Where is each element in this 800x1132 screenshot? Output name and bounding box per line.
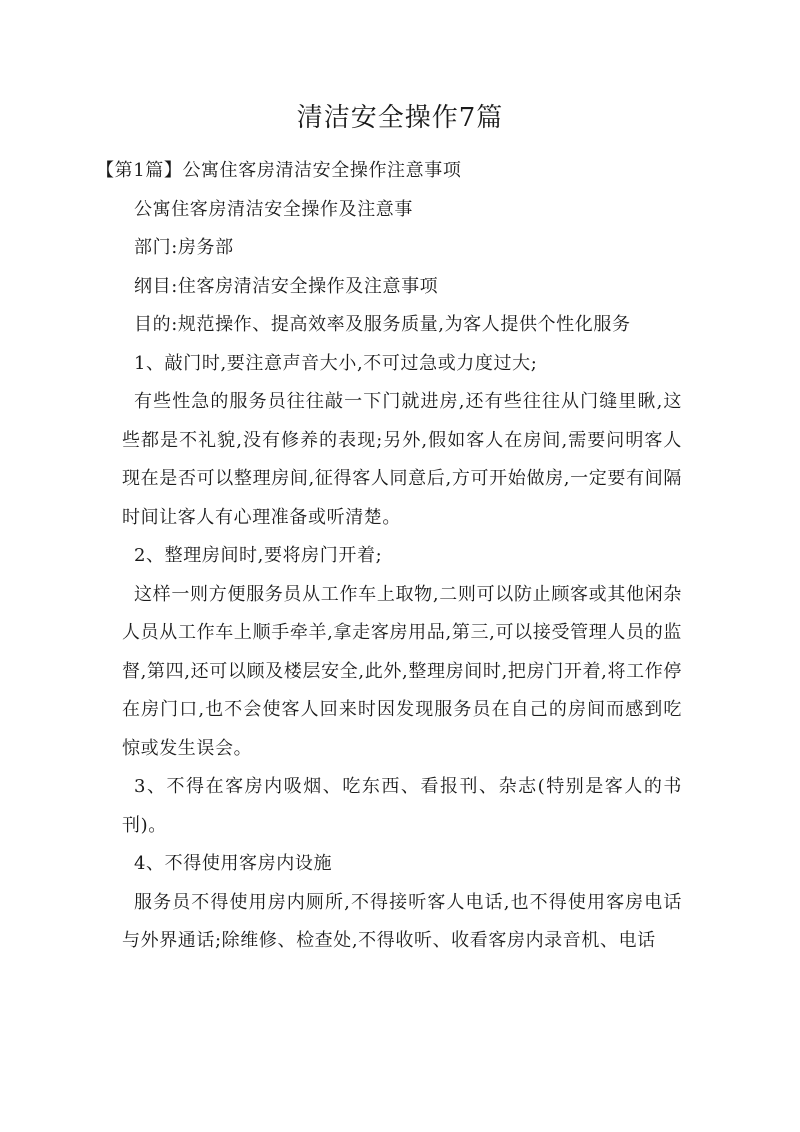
paragraph: 1、敲门时,要注意声音大小,不可过急或力度过大; xyxy=(134,352,538,374)
paragraph: 公寓住客房清洁安全操作及注意事 xyxy=(134,198,413,220)
paragraph: 服务员不得使用房内厕所,不得接听客人电话,也不得使用客房电话与外界通话;除维修、检查处,不得收听、收看客房内录音机、电话 xyxy=(122,891,682,951)
paragraph: 目的:规范操作、提高效率及服务质量,为客人提供个性化服务 xyxy=(134,314,631,335)
paragraph: 有些性急的服务员往往敲一下门就进房,还有些往往从门缝里瞅,这些都是不礼貌,没有修养的表现;另外,假如客人在房间,需要问明客人现在是否可以整理房间,征得客人同意后,方可开始做房,一定要有间隔时间让客人有心理准备或听清楚。 xyxy=(122,391,682,528)
paragraph: 2、整理房间时,要将房门开着; xyxy=(134,545,383,566)
paragraph: 3、不得在客房内吸烟、吃东西、看报刊、杂志(特别是客人的书刊)。 xyxy=(122,776,682,836)
paragraph: 部门:房务部 xyxy=(134,237,234,258)
paragraph: 这样一则方便服务员从工作车上取物,二则可以防止顾客或其他闲杂人员从工作车上顺手牵羊,拿走客房用品,第三,可以接受管理人员的监督,第四,还可以顾及楼层安全,此外,整理房间时,把房门开着,将工作停在房门口,也不会使客人回来时因发现服务员在自己的房间而感到吃惊或发生误会。 xyxy=(122,583,682,759)
document-body xyxy=(96,152,682,961)
paragraph: 4、不得使用客房内设施 xyxy=(134,853,333,874)
section-heading: 【第1篇】公寓住客房清洁安全操作注意事项 xyxy=(96,160,462,181)
document-title: 清洁安全操作7篇 xyxy=(296,103,504,133)
paragraph: 纲目:住客房清洁安全操作及注意事项 xyxy=(134,275,439,297)
